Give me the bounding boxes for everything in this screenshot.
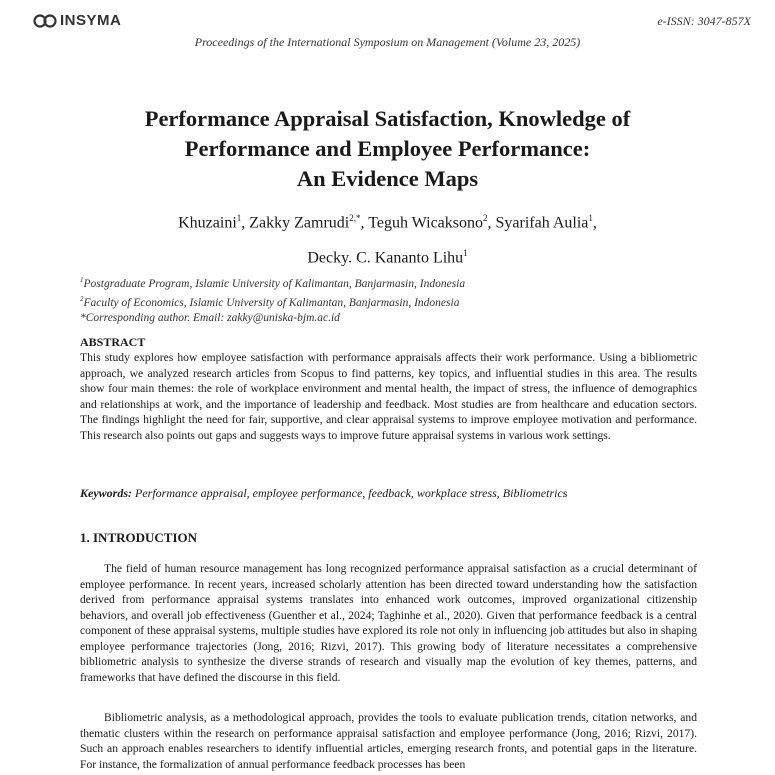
abstract-body: This study explores how employee satisfaction with performance appraisals affects their work performance. Using a bibliometric approach, we analyzed research articles from Scopus to find patterns, key topics, and influential studies in this area. The results show four main themes: the role of workplace environment and mental health, the impact of stress, the influence of demographics and relationships at work, and the importance of leadership and feedback. Most studies are from healthcare and education sectors. The findings highlight the need for fair, supportive, and clear appraisal systems to improve employee motivation and performance. This research also points out gaps and suggests ways to improve future appraisal systems in various work settings. [80, 351, 697, 442]
title-line-2: Performance and Employee Performance: [184, 136, 591, 161]
intro-paragraph-1: The field of human resource management has long recognized performance appraisal satisfaction as a crucial determinant of employee performance. In recent years, increased scholarly attention has been directed toward understanding how the satisfaction derived from performance appraisal systems translates into enhanced work outcomes, improved organizational citizenship behaviors, and overall job effectiveness (Guenther et al., 2024; Taghinhe et al., 2020). Given that performance feedback is a central component of these appraisal systems, multiple studies have explored its role not only in influencing job attitudes but also in shaping employee performance trajectories (Jong, 2016; Rizvi, 2017). This growing body of literature necessitates a comprehensive bibliometric analysis to synthesize the diverse strands of research and visually map the evolution of key themes, patterns, and frameworks that have defined the discourse in this field. [80, 562, 697, 684]
author-name: Khuzaini [178, 214, 237, 232]
author-name: Zakky Zamrudi [249, 214, 350, 232]
author-affiliation-mark: 2 [483, 213, 488, 223]
authors-line-1: Khuzaini$^1$, Zakky Zamrudi$^{2,*}$, Teguh Wicaksono$^2$, Syarifah Aulia$^1$, [178, 213, 597, 232]
author-name: Decky. C. Kananto Lihu [307, 249, 464, 267]
title-line-3: An Evidence Maps [296, 166, 479, 191]
author-name: Teguh Wicaksono [368, 214, 484, 232]
affiliation-1 [80, 273, 465, 292]
authors-line-2 [60, 238, 715, 273]
affiliations [80, 273, 465, 326]
journal-header: Proceedings of the International Symposium on Management (Volume 23, 2025) [194, 35, 581, 49]
author-affiliation-mark: 1 [463, 248, 468, 259]
affiliation-mark: 1 [80, 276, 84, 284]
affiliation-2 [80, 292, 465, 311]
paper-title [60, 104, 715, 194]
affiliation-text: Faculty of Economics, Islamic University of Kalimantan, Banjarmasin, Indonesia [83, 296, 460, 309]
issn: e-ISSN: 3047-857X [657, 14, 751, 28]
author-affiliation-mark: 1 [588, 213, 593, 223]
intro-paragraph-2: Bibliometric analysis, as a methodological approach, provides the tools to evaluate publication trends, citation networks, and thematic clusters within the research on performance appraisal satisfaction and employee performance (Jong, 2016; Rizvi, 2017). Such an approach enables researchers to identify influential articles, emerging research fronts, and potential gaps in the literature. For instance, the formalization of annual performance feedback processes has been [80, 711, 697, 771]
abstract-heading: ABSTRACT [80, 335, 146, 349]
corresponding-author: *Corresponding author. Email: zakky@uniska-bjm.ac.id [80, 311, 340, 324]
title-line-1: Performance Appraisal Satisfaction, Knowledge of [144, 106, 631, 131]
author-name: Syarifah Aulia [495, 214, 589, 232]
logo-text: INSYMA [60, 12, 122, 29]
author-affiliation-mark: 2,* [349, 213, 361, 223]
keywords-text: Performance appraisal, employee performance, feedback, workplace stress, Bibliometrics [135, 486, 568, 500]
keywords-label: Keywords: [80, 486, 132, 500]
section-heading-introduction: 1. INTRODUCTION [80, 530, 198, 545]
author-list [60, 203, 715, 274]
journal-logo [33, 12, 121, 29]
keywords [80, 486, 697, 501]
affiliation-text: Postgraduate Program, Islamic University of Kalimantan, Banjarmasin, Indonesia [83, 277, 466, 290]
author-affiliation-mark: 1 [236, 213, 242, 223]
insyma-logo-icon [33, 13, 59, 29]
affiliation-mark: 2 [80, 294, 84, 303]
